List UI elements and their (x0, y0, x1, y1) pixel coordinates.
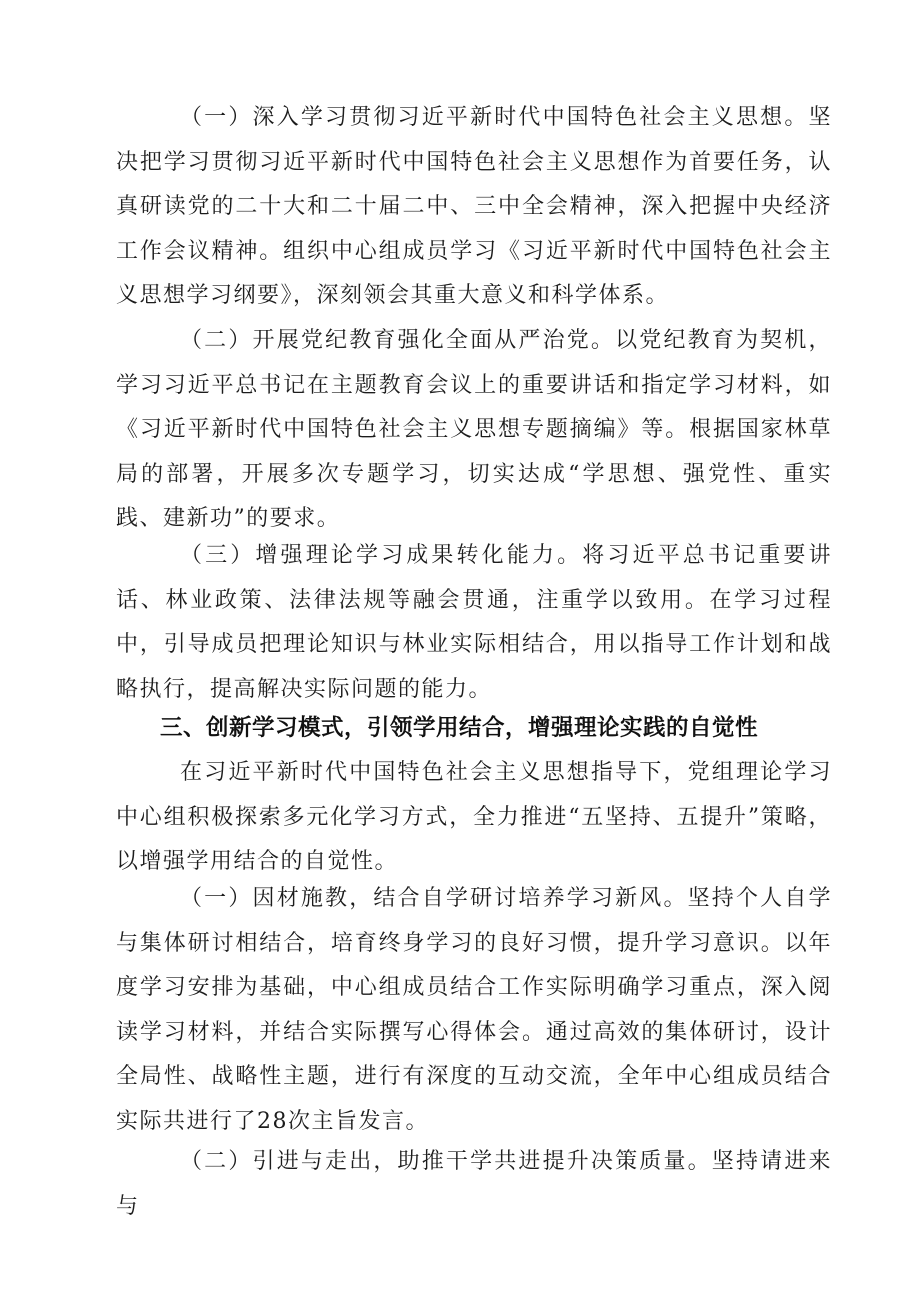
paragraph-study-thought: （一）深入学习贯彻习近平新时代中国特色社会主义思想。坚决把学习贯彻习近平新时代中国特色社会主义思想作为首要任务，认真研读党的二十大和二十届二中、三中全会精神，深入把握中央经济工作会议精神。组织中心组成员学习《习近平新时代中国特色社会主义思想学习纲要》，深刻领会其重大意义和科学体系。 (116, 105, 832, 308)
paragraph-self-study: （一）因材施教，结合自学研讨培养学习新风。坚持个人自学与集体研讨相结合，培育终身学习的良好习惯，提升学习意识。以年度学习安排为基础，中心组成员结合工作实际明确学习重点，深入阅读学习材料，并结合实际撰写心得体会。通过高效的集体研讨，设计全局性、战略性主题，进行有深度的互动交流，全年中心组成员结合实际共进行了28次主旨发言。 (116, 886, 832, 1134)
section-heading-three: 三、创新学习模式，引领学用结合，增强理论实践的自觉性 (160, 715, 759, 741)
paragraph-theory-transformation: （三）增强理论学习成果转化能力。将习近平总书记重要讲话、林业政策、法律法规等融会贯通，注重学以致用。在学习过程中，引导成员把理论知识与林业实际相结合，用以指导工作计划和战略执行，提高解决实际问题的能力。 (116, 543, 832, 702)
paragraph-party-discipline: （二）开展党纪教育强化全面从严治党。以党纪教育为契机，学习习近平总书记在主题教育会议上的重要讲话和指定学习材料，如《习近平新时代中国特色社会主义思想专题摘编》等。根据国家林草局的部署，开展多次专题学习，切实达成“学思想、强党性、重实践、建新功”的要求。 (116, 328, 832, 531)
paragraph-section-intro: 在习近平新时代中国特色社会主义思想指导下，党组理论学习中心组积极探索多元化学习方式，全力推进“五坚持、五提升”策略，以增强学用结合的自觉性。 (116, 760, 832, 874)
paragraph-invite-and-go-out: （二）引进与走出，助推干学共进提升决策质量。坚持请进来与 (116, 1149, 832, 1219)
